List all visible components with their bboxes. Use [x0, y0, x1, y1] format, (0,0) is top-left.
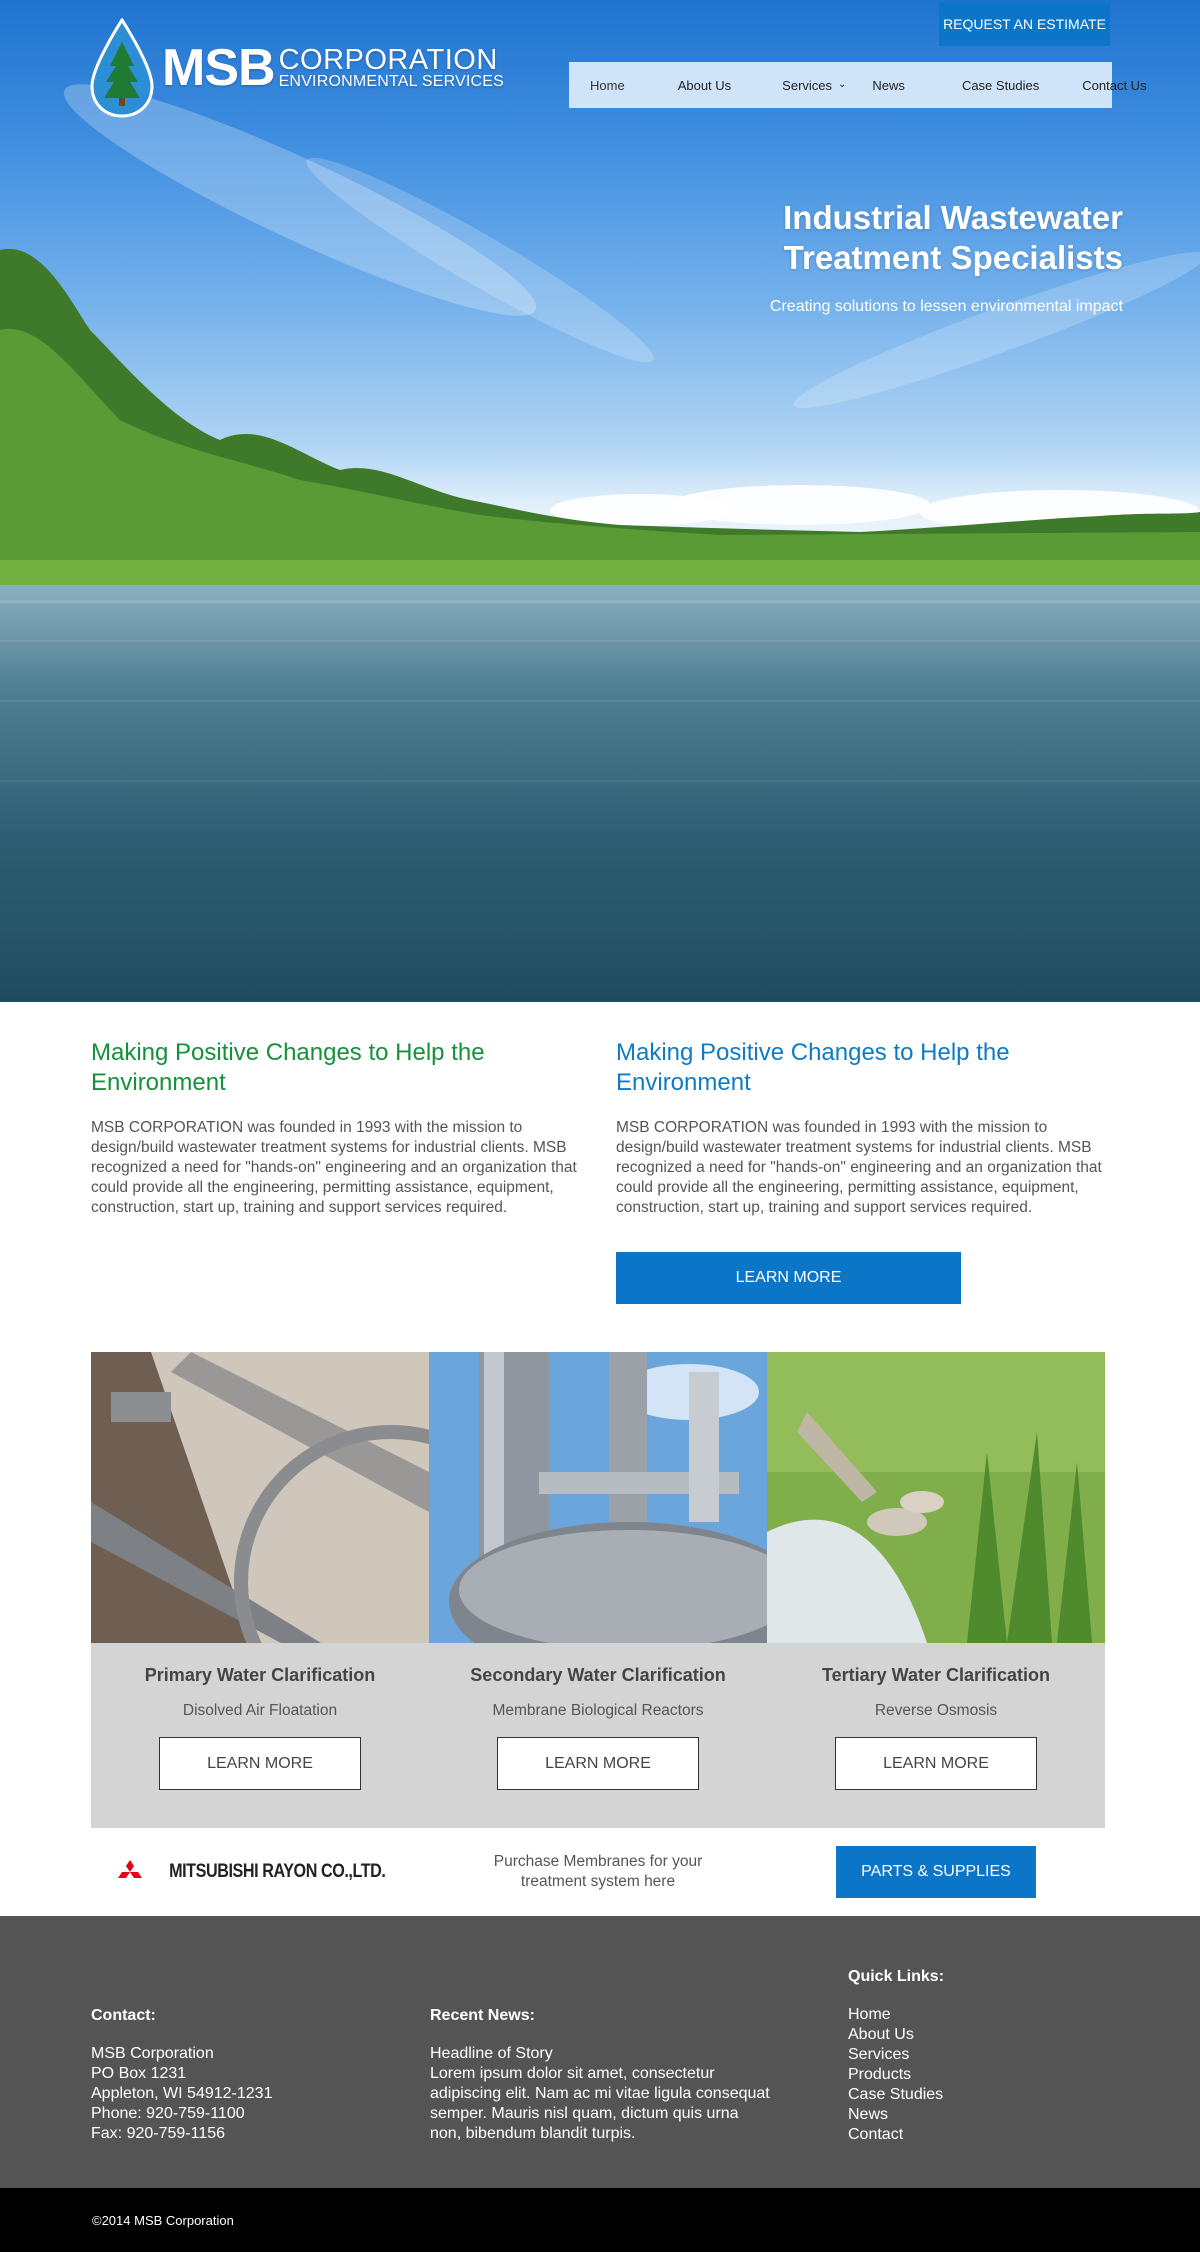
- service-title: Primary Water Clarification: [144, 1665, 376, 1685]
- footer-contact: [91, 2006, 391, 2144]
- service-subtitle: Disolved Air Floatation: [182, 1702, 338, 1719]
- tertiary-learn-more-button[interactable]: LEARN MORE: [835, 1737, 1037, 1790]
- service-card-tertiary: [767, 1643, 1105, 1828]
- contact-line: PO Box 1231: [91, 2065, 187, 2082]
- service-subtitle: Membrane Biological Reactors: [492, 1702, 704, 1719]
- contact-line: Appleton, WI 54912-1231: [91, 2085, 273, 2102]
- site-logo[interactable]: [88, 18, 504, 118]
- chevron-down-icon: ⌄: [838, 78, 847, 90]
- footer-link-about-us[interactable]: About Us: [848, 2026, 914, 2043]
- parts-button-wrap: [767, 1846, 1105, 1898]
- service-subtitle: Reverse Osmosis: [874, 1702, 998, 1719]
- hero-title-line1: Industrial Wastewater: [783, 199, 1123, 236]
- hero-banner: [0, 0, 1200, 1002]
- tertiary-outfall-image[interactable]: [767, 1352, 1105, 1643]
- nav-item-services-label: Services: [782, 77, 833, 93]
- footer-link-services[interactable]: Services: [848, 2046, 910, 2063]
- footer-link-news[interactable]: News: [848, 2106, 889, 2123]
- news-headline[interactable]: Headline of Story: [430, 2045, 553, 2062]
- hero-subtitle: Creating solutions to lessen environmental impact: [769, 298, 1123, 315]
- logo-msb-text: MSB: [162, 39, 275, 97]
- nav-item-contact-us[interactable]: Contact Us: [1082, 77, 1147, 93]
- water-drop-tree-icon: [88, 18, 156, 118]
- service-title: Secondary Water Clarification: [470, 1665, 726, 1685]
- purchase-text: [429, 1852, 767, 1892]
- footer-link-products[interactable]: Products: [848, 2066, 912, 2083]
- footer-news: [430, 2006, 770, 2144]
- parts-supplies-button[interactable]: PARTS & SUPPLIES: [836, 1846, 1036, 1898]
- nav-item-home[interactable]: Home: [590, 77, 625, 93]
- intro-right-heading: Making Positive Changes to Help the Environment: [616, 1039, 1010, 1096]
- service-images: [91, 1352, 1105, 1643]
- service-title: Tertiary Water Clarification: [821, 1665, 1051, 1685]
- mitsubishi-diamonds-icon: [116, 1860, 144, 1884]
- hero-title: [603, 198, 1123, 278]
- nav-item-about-us[interactable]: About Us: [677, 77, 732, 93]
- nav-item-news[interactable]: News: [872, 77, 905, 93]
- footer-quick-links: [848, 1967, 1048, 2145]
- hero-landscape-image: [0, 0, 1200, 1002]
- learn-more-button[interactable]: LEARN MORE: [616, 1252, 961, 1304]
- service-card-primary: [91, 1643, 429, 1828]
- secondary-reactor-image[interactable]: [429, 1352, 767, 1643]
- footer-news-heading: Recent News:: [430, 2007, 535, 2024]
- logo-services-text: ENVIRONMENTAL SERVICES: [278, 72, 505, 90]
- footer-link-home[interactable]: Home: [848, 2006, 891, 2023]
- footer-link-contact[interactable]: Contact: [848, 2126, 904, 2143]
- service-band: [91, 1643, 1105, 1828]
- purchase-line2: treatment system here: [520, 1873, 676, 1890]
- intro-section: [0, 1002, 1200, 1352]
- services-section: [91, 1352, 1105, 1828]
- intro-left-column: [91, 1038, 579, 1352]
- site-footer: [0, 1916, 1200, 2188]
- contact-line: MSB Corporation: [91, 2045, 214, 2062]
- copyright-text: ©2014 MSB Corporation: [92, 2213, 234, 2228]
- news-body: Lorem ipsum dolor sit amet, consectetur adipiscing elit. Nam ac mi vitae ligula consequat semper. Mauris nisl quam, dictum quis urna non, bibendum blandit turpis.: [430, 2065, 770, 2142]
- main-nav: [569, 62, 1147, 108]
- footer-links-heading: Quick Links:: [848, 1968, 945, 1985]
- request-estimate-button[interactable]: REQUEST AN ESTIMATE: [939, 2, 1110, 46]
- nav-item-services[interactable]: [731, 78, 846, 93]
- contact-phone[interactable]: Phone: 920-759-1100: [91, 2105, 245, 2122]
- partner-row: [91, 1828, 1105, 1916]
- footer-link-case-studies[interactable]: Case Studies: [848, 2086, 944, 2103]
- partner-name: MITSUBISHI RAYON CO.,LTD.: [168, 1861, 386, 1882]
- intro-left-heading: Making Positive Changes to Help the Environment: [91, 1039, 485, 1096]
- hero-title-line2: Treatment Specialists: [783, 239, 1123, 276]
- primary-learn-more-button[interactable]: LEARN MORE: [159, 1737, 361, 1790]
- mitsubishi-logo[interactable]: [91, 1860, 429, 1884]
- copyright-bar: [0, 2188, 1200, 2252]
- intro-left-body: MSB CORPORATION was founded in 1993 with the mission to design/build wastewater treatment systems for industrial clients. MSB recognized a need for "hands-on" engineering and an organization that could provide all the engineering, permitting assistance, equipment, construction, start up, training and support services required.: [91, 1119, 577, 1216]
- secondary-learn-more-button[interactable]: LEARN MORE: [497, 1737, 699, 1790]
- contact-fax: Fax: 920-759-1156: [91, 2125, 226, 2142]
- primary-clarifier-image[interactable]: [91, 1352, 429, 1643]
- footer-contact-heading: Contact:: [91, 2007, 156, 2024]
- nav-item-case-studies[interactable]: Case Studies: [961, 77, 1040, 93]
- service-card-secondary: [429, 1643, 767, 1828]
- intro-right-column: [616, 1038, 1104, 1352]
- logo-corporation-text: CORPORATION: [278, 43, 498, 76]
- intro-right-body: MSB CORPORATION was founded in 1993 with the mission to design/build wastewater treatment systems for industrial clients. MSB recognized a need for "hands-on" engineering and an organization that could provide all the engineering, permitting assistance, equipment, construction, start up, training and support services required.: [616, 1119, 1102, 1216]
- purchase-line1: Purchase Membranes for your: [493, 1853, 703, 1870]
